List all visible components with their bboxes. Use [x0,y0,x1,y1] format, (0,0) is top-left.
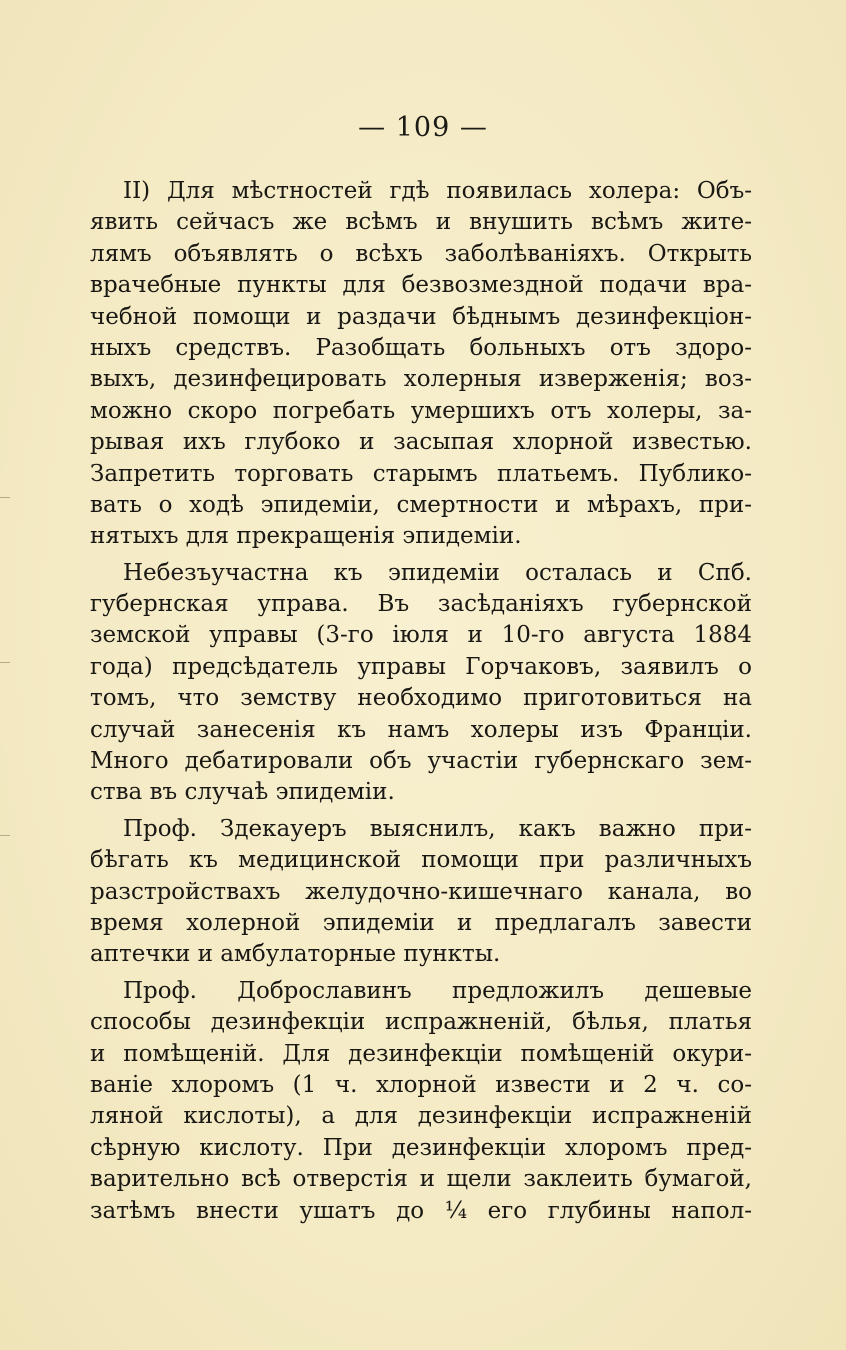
text-line: Много дебатировали объ участіи губернскаго зем- [90,748,752,775]
text-line: губернская управа. Въ засѣданіяхъ губернской [90,591,752,618]
text-line: II) Для мѣстностей гдѣ появилась холера: Объ- [123,178,752,204]
margin-mark [0,497,10,498]
text-line: случай занесенія къ намъ холеры изъ Франціи. [90,716,752,743]
page-number: — 109 — [358,112,488,143]
text-line: земской управы (3-го іюля и 10-го августа 1884 [90,622,752,649]
text-line: и помѣщеній. Для дезинфекціи помѣщеній окури- [90,1040,752,1067]
text-line: чебной помощи и раздачи бѣднымъ дезинфекціон- [90,303,752,330]
margin-mark [0,835,10,836]
margin-mark [0,662,10,663]
text-line: аптечки и амбулаторные пункты. [90,941,501,968]
text-line: врачебные пункты для безвозмездной подачи вра- [90,272,752,299]
body-text [90,176,752,1227]
text-line: Проф. Доброславинъ предложилъ дешевые [123,977,752,1004]
text-line: ныхъ средствъ. Разобщать больныхъ отъ здоро- [90,334,752,361]
text-line: способы дезинфекціи испражненій, бѣлья, платья [90,1009,752,1036]
text-line: года) предсѣдатель управы Горчаковъ, заявилъ о [90,653,752,680]
text-line: Проф. Здекауеръ выяснилъ, какъ важно при- [123,815,752,842]
text-line: томъ, что земству необходимо приготовиться на [90,685,752,712]
text-line: ляной кислоты), а для дезинфекціи испражненій [90,1103,752,1130]
text-line: выхъ, дезинфецировать холерныя изверженія; воз- [90,366,752,393]
text-line: можно скоро погребать умершихъ отъ холеры, за- [90,397,752,424]
text-line: ства въ случаѣ эпидеміи. [90,779,395,806]
text-line: Небезъучастна къ эпидеміи осталась и Спб. [123,559,752,586]
text-line: Запретить торговать старымъ платьемъ. Публико- [90,460,752,487]
text-line: нятыхъ для прекращенія эпидеміи. [90,523,522,550]
text-line: сѣрную кислоту. При дезинфекціи хлоромъ пред- [90,1134,752,1161]
text-line: затѣмъ внести ушатъ до ¼ его глубины напол- [90,1197,752,1224]
text-line: время холерной эпидеміи и предлагалъ завести [90,909,752,936]
text-line: лямъ объявлять о всѣхъ заболѣваніяхъ. Открыть [90,240,752,267]
text-line: разстройствахъ желудочно-кишечнаго канала, во [90,878,752,905]
text-line: ваніе хлоромъ (1 ч. хлорной извести и 2 ч. со- [90,1071,752,1098]
text-line: рывая ихъ глубоко и засыпая хлорной известью. [90,429,752,456]
text-line: бѣгать къ медицинской помощи при различныхъ [90,847,752,874]
text-line: варительно всѣ отверстія и щели заклеить бумагой, [90,1166,752,1193]
text-line: вать о ходѣ эпидеміи, смертности и мѣрахъ, при- [90,491,752,518]
text-line: явить сейчасъ же всѣмъ и внушить всѣмъ жите- [90,209,752,236]
